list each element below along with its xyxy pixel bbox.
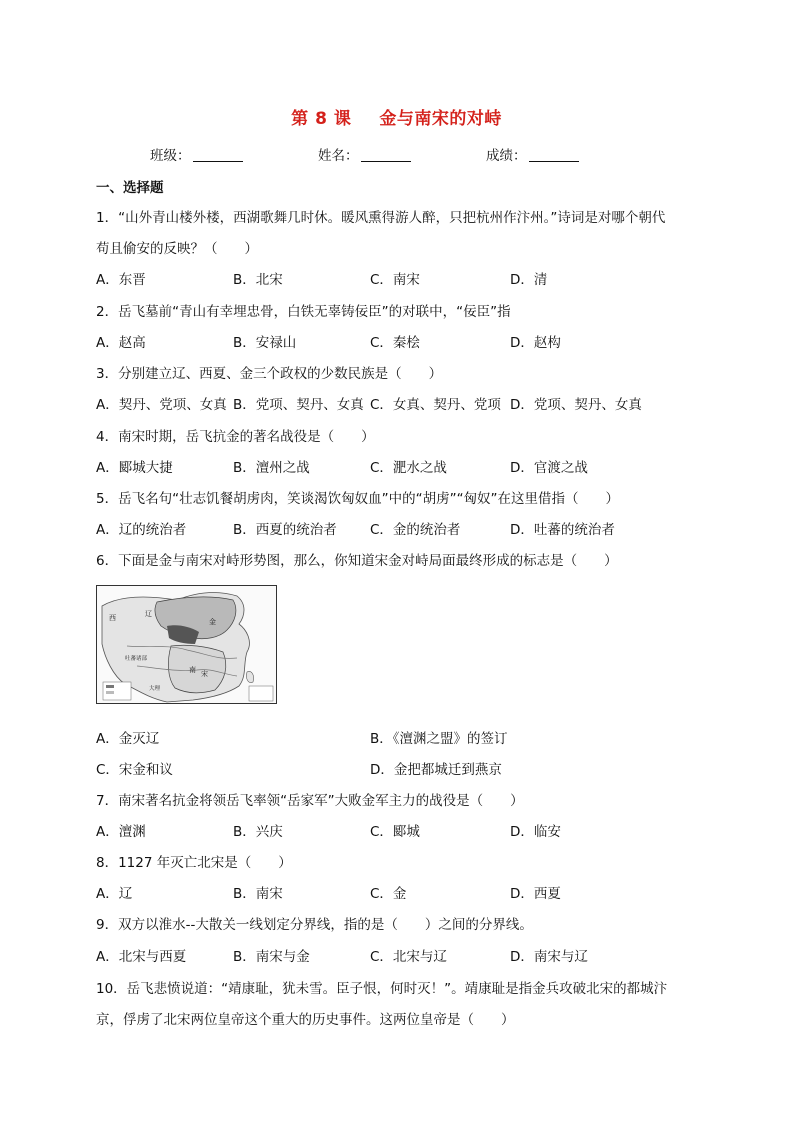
question-1-line-1: 1．“山外青山楼外楼，西湖歌舞几时休。暖风熏得游人醉，只把杭州作汴州。”诗词是对哪个朝代 <box>96 210 666 226</box>
map-label-xi: 西 <box>109 614 116 622</box>
question-2-line-1: 2．岳飞墓前“青山有幸埋忠骨，白铁无辜铸佞臣”的对联中，“佞臣”指 <box>96 304 511 320</box>
q5-option-a[interactable]: A．辽的统治者 <box>96 522 187 538</box>
question-7-line-1: 7．南宋著名抗金将领岳飞率领“岳家军”大败金军主力的战役是（ ） <box>96 793 524 809</box>
name-label: 姓名： <box>318 148 359 164</box>
q7-option-d[interactable]: D．临安 <box>510 824 561 840</box>
score-blank[interactable] <box>529 147 579 162</box>
q5-option-b[interactable]: B．西夏的统治者 <box>233 522 337 538</box>
section-heading: 一、选择题 <box>96 180 164 196</box>
question-3-line-1: 3．分别建立辽、西夏、金三个政权的少数民族是（ ） <box>96 366 443 382</box>
question-1-line-2: 苟且偷安的反映？（ ） <box>96 241 258 257</box>
q2-option-d[interactable]: D．赵构 <box>510 335 561 351</box>
q1-option-d[interactable]: D．清 <box>510 272 548 288</box>
q1-option-a[interactable]: A．东晋 <box>96 272 146 288</box>
q9-option-b[interactable]: B．南宋与金 <box>233 949 310 965</box>
score-label: 成绩： <box>486 148 527 164</box>
name-blank[interactable] <box>361 147 411 162</box>
q4-option-b[interactable]: B．澶州之战 <box>233 460 310 476</box>
question-10-line-2: 京，俘虏了北宋两位皇帝这个重大的历史事件。这两位皇帝是（ ） <box>96 1012 515 1028</box>
map-label-liao: 辽 <box>145 610 152 618</box>
q4-option-d[interactable]: D．官渡之战 <box>510 460 588 476</box>
q3-option-b[interactable]: B．党项、契丹、女真 <box>233 397 364 413</box>
q1-option-c[interactable]: C．南宋 <box>370 272 420 288</box>
q6-option-b[interactable]: B．《澶渊之盟》的签订 <box>370 731 508 747</box>
page-title <box>0 104 793 129</box>
map-label-song: 宋 <box>201 670 208 678</box>
map-graphic <box>97 586 277 704</box>
map-label-jin: 金 <box>209 618 216 626</box>
q3-option-c[interactable]: C．女真、契丹、党项 <box>370 397 501 413</box>
q7-option-a[interactable]: A．澶渊 <box>96 824 146 840</box>
q8-option-d[interactable]: D．西夏 <box>510 886 561 902</box>
lesson-number: 第 8 课 <box>291 109 352 129</box>
q7-option-b[interactable]: B．兴庆 <box>233 824 283 840</box>
q8-option-b[interactable]: B．南宋 <box>233 886 283 902</box>
map-label-dali: 大理 <box>149 686 161 692</box>
q5-option-d[interactable]: D．吐蕃的统治者 <box>510 522 615 538</box>
q4-option-c[interactable]: C．淝水之战 <box>370 460 447 476</box>
map-label-tubo: 吐蕃诸部 <box>125 656 148 662</box>
q9-option-d[interactable]: D．南宋与辽 <box>510 949 588 965</box>
question-8-line-1: 8．1127 年灭亡北宋是（ ） <box>96 855 292 871</box>
q8-option-a[interactable]: A．辽 <box>96 886 133 902</box>
q2-option-a[interactable]: A．赵高 <box>96 335 146 351</box>
score-field <box>486 144 579 164</box>
name-field <box>318 144 411 164</box>
q2-option-b[interactable]: B．安禄山 <box>233 335 297 351</box>
map-label-nan: 南 <box>189 666 196 674</box>
q8-option-c[interactable]: C．金 <box>370 886 407 902</box>
question-4-line-1: 4．南宋时期，岳飞抗金的著名战役是（ ） <box>96 429 375 445</box>
q3-option-d[interactable]: D．党项、契丹、女真 <box>510 397 642 413</box>
q6-option-d[interactable]: D．金把都城迁到燕京 <box>370 762 502 778</box>
class-field <box>150 144 243 164</box>
question-5-line-1: 5．岳飞名句“壮志饥餐胡虏肉，笑谈渴饮匈奴血”中的“胡虏”“匈奴”在这里借指（ ） <box>96 491 620 507</box>
question-6-line-1: 6．下面是金与南宋对峙形势图，那么，你知道宋金对峙局面最终形成的标志是（ ） <box>96 553 618 569</box>
q9-option-c[interactable]: C．北宋与辽 <box>370 949 447 965</box>
q9-option-a[interactable]: A．北宋与西夏 <box>96 949 187 965</box>
class-blank[interactable] <box>193 147 243 162</box>
question-9-line-1: 9．双方以淮水--大散关一线划定分界线，指的是（ ）之间的分界线。 <box>96 917 533 933</box>
q5-option-c[interactable]: C．金的统治者 <box>370 522 461 538</box>
q6-option-c[interactable]: C．宋金和议 <box>96 762 173 778</box>
q7-option-c[interactable]: C．郾城 <box>370 824 420 840</box>
lesson-topic: 金与南宋的对峙 <box>379 109 502 129</box>
jin-song-map <box>96 585 277 704</box>
question-10-line-1: 10．岳飞悲愤说道：“靖康耻，犹未雪。臣子恨，何时灭！”。靖康耻是指金兵攻破北宋的都城汴 <box>96 981 668 997</box>
class-label: 班级： <box>150 148 191 164</box>
q3-option-a[interactable]: A．契丹、党项、女真 <box>96 397 227 413</box>
q1-option-b[interactable]: B．北宋 <box>233 272 283 288</box>
q4-option-a[interactable]: A．郾城大捷 <box>96 460 173 476</box>
q6-option-a[interactable]: A．金灭辽 <box>96 731 160 747</box>
q2-option-c[interactable]: C．秦桧 <box>370 335 420 351</box>
